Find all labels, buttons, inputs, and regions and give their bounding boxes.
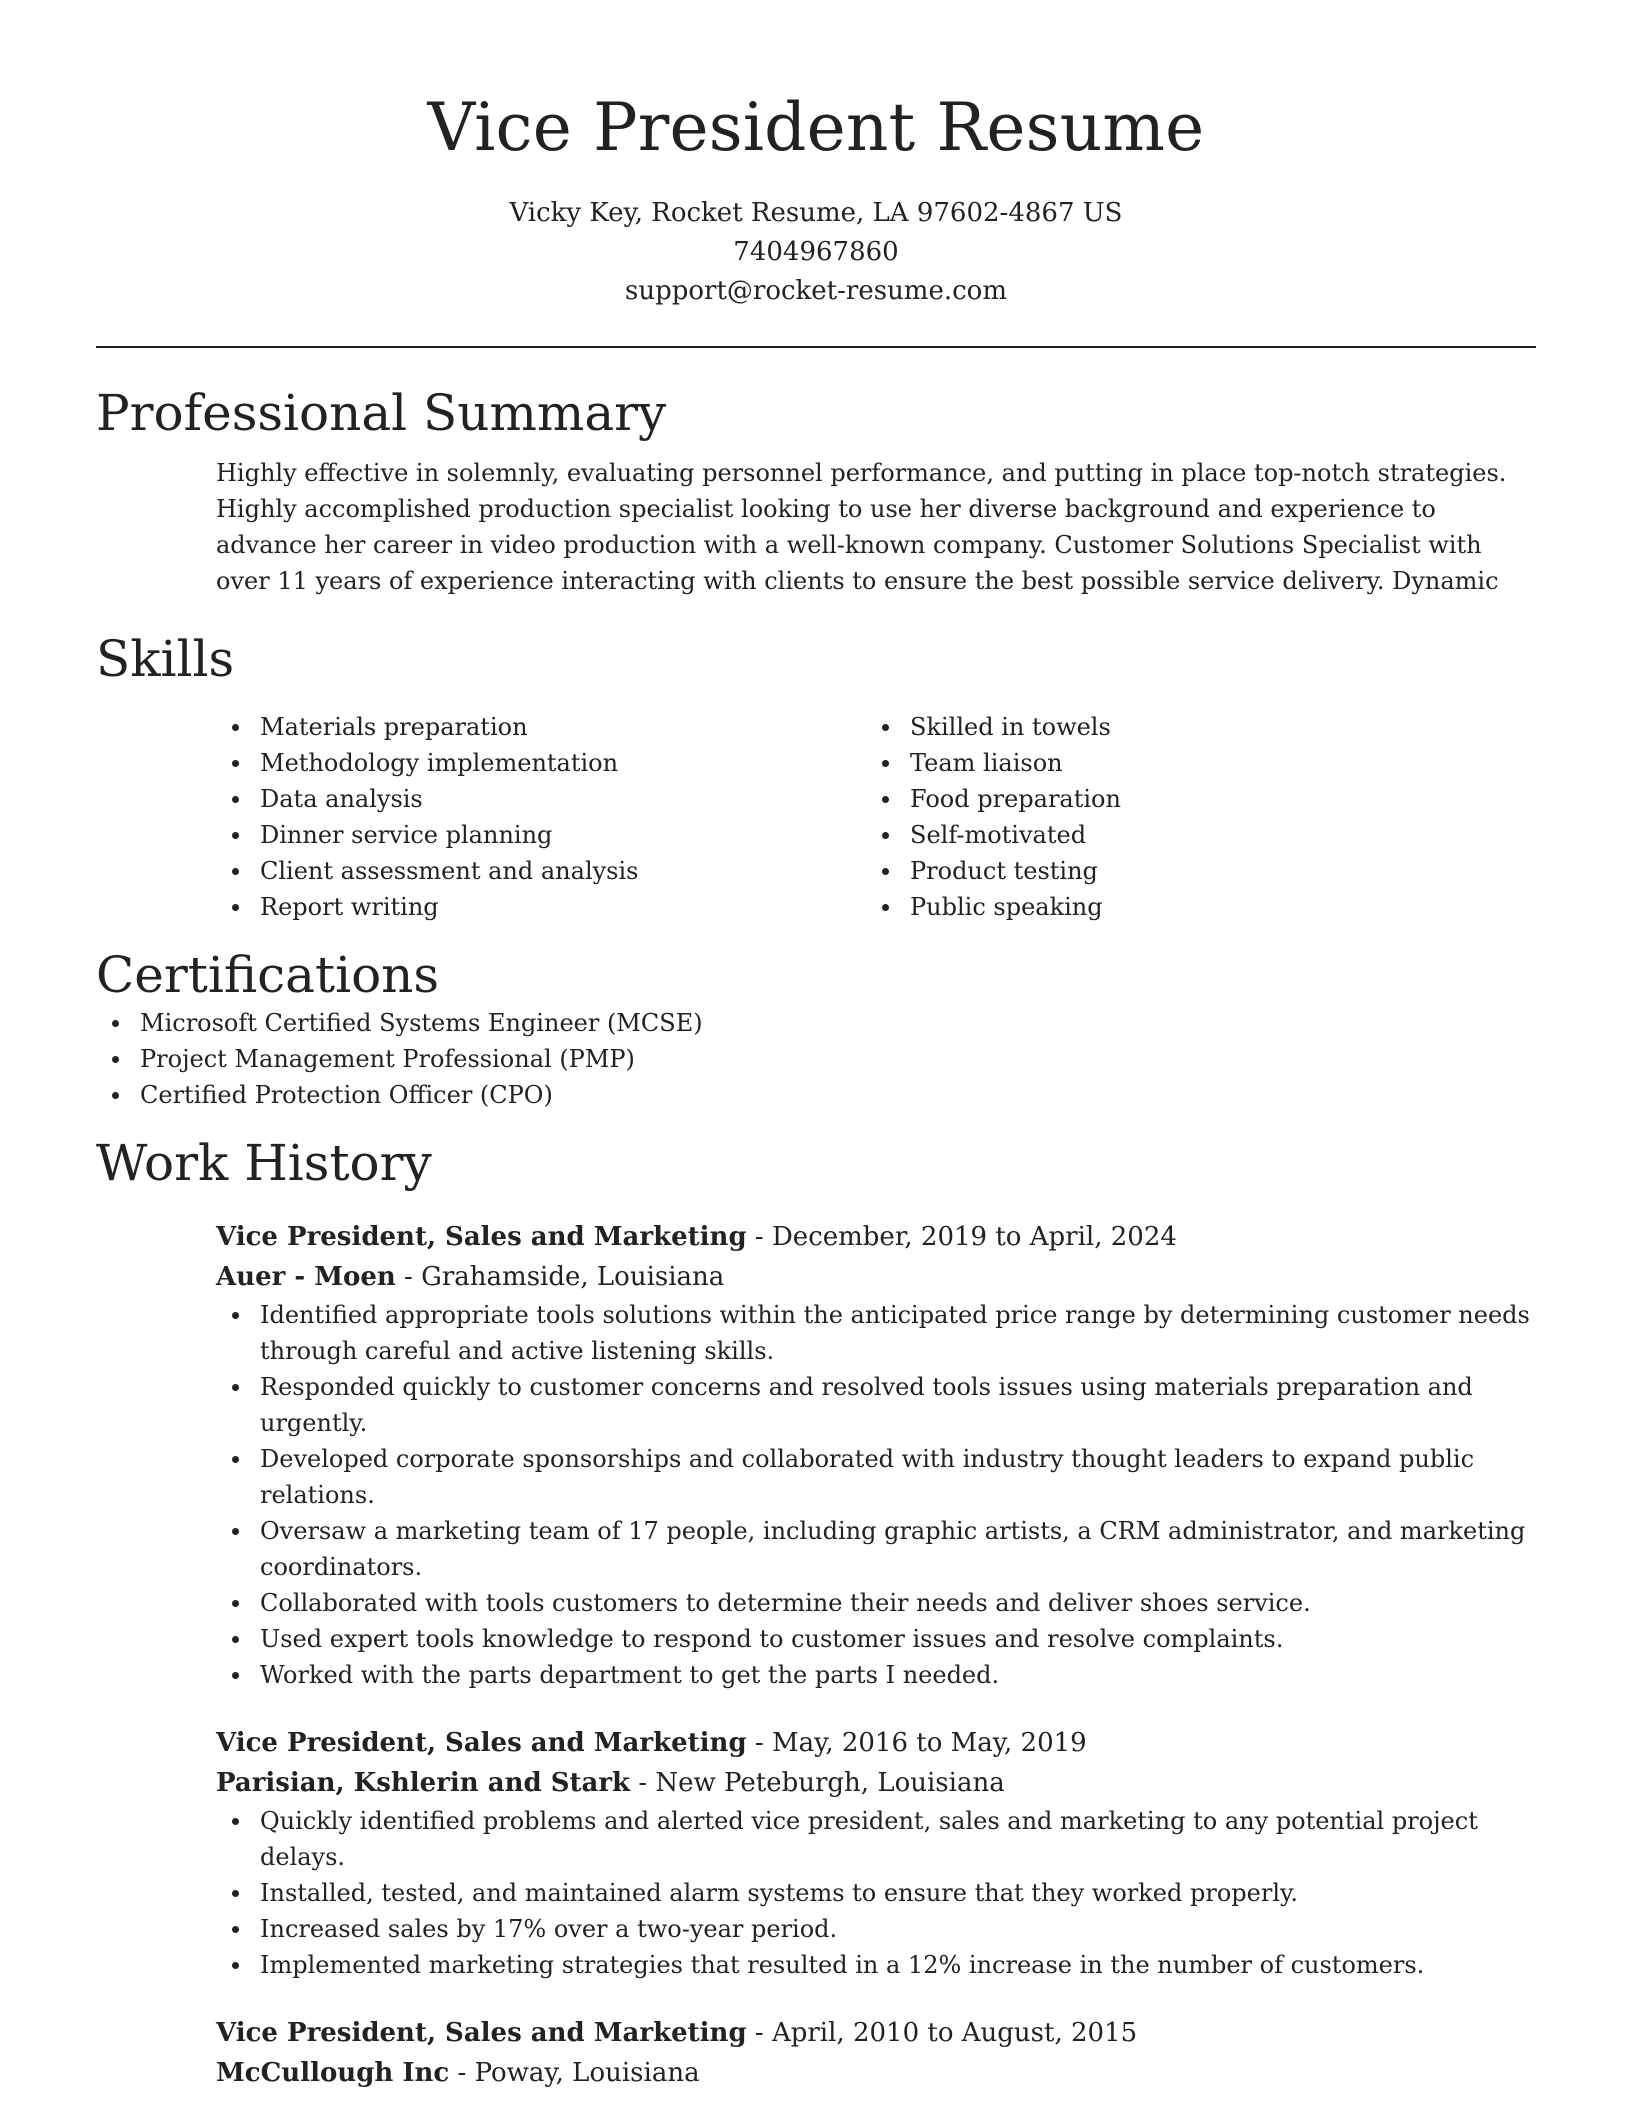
resume-page xyxy=(96,0,1536,2093)
contact-email: support@rocket-resume.com xyxy=(624,276,1007,306)
job-bullet: Quickly identified problems and alerted vice president, sales and marketing to any potential project delays. xyxy=(216,1803,1536,1875)
job-location: - Poway, Louisiana xyxy=(449,2058,700,2088)
skill-item: Data analysis xyxy=(216,781,866,817)
skill-item: Self-motivated xyxy=(866,817,1516,853)
certifications-section xyxy=(96,945,1536,1113)
job-title-line xyxy=(216,2013,1536,2053)
job-title-line xyxy=(216,1723,1536,1763)
certifications-heading: Certifications xyxy=(96,946,440,1004)
summary-heading: Professional Summary xyxy=(96,384,667,442)
skill-item: Team liaison xyxy=(866,745,1516,781)
summary-text: Highly effective in solemnly, evaluating personnel performance, and putting in place top-notch strategies. Highly accomplished production specialist looking to use her diverse background and experience to advance her career in video production with a well-known company. Customer Solutions Specialist with over 11 years of experience interacting with clients to ensure the best possible service delivery. Dynamic xyxy=(216,459,1507,595)
job-company: Auer - Moen xyxy=(216,1262,396,1292)
work-history-heading: Work History xyxy=(96,1134,432,1192)
job-title: Vice President, Sales and Marketing xyxy=(216,2018,747,2048)
certifications-list xyxy=(96,1005,1536,1113)
skills-list-right xyxy=(866,709,1516,925)
job-location: - Grahamside, Louisiana xyxy=(395,1262,725,1292)
skill-item: Report writing xyxy=(216,889,866,925)
job-company-line xyxy=(216,2053,1536,2093)
job-bullet: Oversaw a marketing team of 17 people, including graphic artists, a CRM administrator, and marketing coordinators. xyxy=(216,1513,1536,1585)
job-bullet: Developed corporate sponsorships and collaborated with industry thought leaders to expand public relations. xyxy=(216,1441,1536,1513)
job-company-line xyxy=(216,1257,1536,1297)
job-bullet: Used expert tools knowledge to respond to customer issues and resolve complaints. xyxy=(216,1621,1536,1657)
skill-item: Public speaking xyxy=(866,889,1516,925)
resume-title: Vice President Resume xyxy=(427,89,1205,166)
skills-section xyxy=(96,629,1536,925)
job-bullet-list xyxy=(216,1297,1536,1693)
skill-item: Skilled in towels xyxy=(866,709,1516,745)
job-bullet: Responded quickly to customer concerns and resolved tools issues using materials preparation and urgently. xyxy=(216,1369,1536,1441)
job-bullet: Identified appropriate tools solutions within the anticipated price range by determining customer needs through careful and active listening skills. xyxy=(216,1297,1536,1369)
header-divider xyxy=(96,346,1536,348)
job-bullet: Increased sales by 17% over a two-year period. xyxy=(216,1911,1536,1947)
certification-item: Microsoft Certified Systems Engineer (MCSE) xyxy=(96,1005,1536,1041)
job-bullet: Installed, tested, and maintained alarm systems to ensure that they worked properly. xyxy=(216,1875,1536,1911)
skill-item: Dinner service planning xyxy=(216,817,866,853)
job-bullet: Implemented marketing strategies that resulted in a 12% increase in the number of customers. xyxy=(216,1947,1536,1983)
job-company-line xyxy=(216,1763,1536,1803)
job-bullet: Collaborated with tools customers to determine their needs and deliver shoes service. xyxy=(216,1585,1536,1621)
job-entry xyxy=(216,2013,1536,2093)
skill-item: Product testing xyxy=(866,853,1516,889)
job-entry xyxy=(216,1217,1536,1693)
job-dates: - December, 2019 to April, 2024 xyxy=(746,1222,1177,1252)
job-title: Vice President, Sales and Marketing xyxy=(216,1728,747,1758)
skill-item: Food preparation xyxy=(866,781,1516,817)
skills-list-left xyxy=(216,709,866,925)
skill-item: Materials preparation xyxy=(216,709,866,745)
skill-item: Methodology implementation xyxy=(216,745,866,781)
job-dates: - April, 2010 to August, 2015 xyxy=(746,2018,1138,2048)
summary-section xyxy=(96,383,1536,599)
certification-item: Project Management Professional (PMP) xyxy=(96,1041,1536,1077)
job-entry xyxy=(216,1723,1536,1983)
job-company: Parisian, Kshlerin and Stark xyxy=(216,1768,631,1798)
job-title-line xyxy=(216,1217,1536,1257)
skill-item: Client assessment and analysis xyxy=(216,853,866,889)
contact-phone: 7404967860 xyxy=(733,237,899,267)
certification-item: Certified Protection Officer (CPO) xyxy=(96,1077,1536,1113)
skills-heading: Skills xyxy=(96,630,235,688)
contact-address: Vicky Key, Rocket Resume, LA 97602-4867 US xyxy=(509,198,1123,228)
job-location: - New Peteburgh, Louisiana xyxy=(630,1768,1005,1798)
job-bullet: Worked with the parts department to get the parts I needed. xyxy=(216,1657,1536,1693)
skills-grid xyxy=(216,709,1536,925)
contact-block xyxy=(96,194,1536,311)
job-bullet-list xyxy=(216,1803,1536,1983)
work-history-section xyxy=(96,1133,1536,2093)
job-company: McCullough Inc xyxy=(216,2058,450,2088)
job-title: Vice President, Sales and Marketing xyxy=(216,1222,747,1252)
job-dates: - May, 2016 to May, 2019 xyxy=(746,1728,1087,1758)
